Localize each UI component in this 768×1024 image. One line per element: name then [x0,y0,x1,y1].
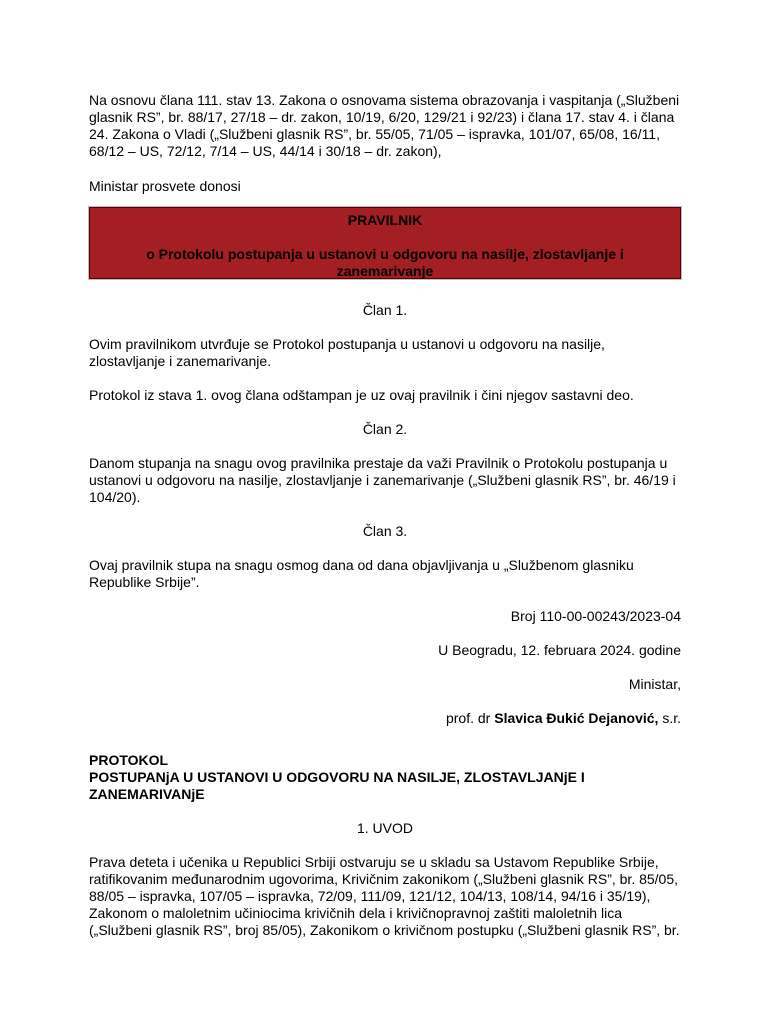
article-3-paragraph-1: Ovaj pravilnik stupa na snagu osmog dana od dana objavljivanja u „Službenom glasniku Republike Srbije”. [89,557,634,590]
pravilnik-subtitle: o Protokolu postupanja u ustanovi u odgovoru na nasilje, zlostavljanje i zanemarivanje [146,246,624,279]
signature-name-line [89,710,681,727]
signature-role: Ministar, [628,676,681,692]
article-3-label: Član 3. [362,523,408,539]
intro-paragraph: Na osnovu člana 111. stav 13. Zakona o osnovama sistema obrazovanja i vaspitanja („Službeni glasnik RS”, br. 88/17, 27/18 – dr. zakon, 10/19, 6/20, 129/21 i 92/23) i člana 17. stav 4. i člana 24. Zakona o Vladi („Službeni glasnik RS”, br. 55/05, 71/05 – ispravka, 101/07, 65/08, 16/11, 68/12 – US, 72/12, 7/14 – US, 44/14 i 30/18 – dr. zakon), [89,92,680,159]
signature-suffix: s.r. [662,710,681,726]
article-2-label: Član 2. [362,421,408,437]
document-number: Broj 110-00-00243/2023-04 [510,608,681,624]
protocol-body-paragraph: Prava deteta i učenika u Republici Srbiji ostvaruju se u skladu sa Ustavom Republike Srbije, ratifikovanim međunarodnim ugovorima, Krivičnim zakonikom („Službeni glasnik RS”, br. 85/05, 88/05 – ispravka, 107/05 – ispravka, 72/09, 111/09, 121/12, 104/13, 108/14, 94/16 i 35/19), Zakonom o maloletnim učiniocima krivičnih dela i krivičnopravnoj zaštiti maloletnih lica („Službeni glasnik RS”, broj 85/05), Zakonikom o krivičnom postupku („Službeni glasnik RS”, br. [89,854,680,938]
article-2-paragraph-1: Danom stupanja na snagu ovog pravilnika prestaje da važi Pravilnik o Protokolu postupanja u ustanovi u odgovoru na nasilje, zlostavljanje i zanemarivanje („Službeni glasnik RS”, br. 46/19 i 104/20). [89,455,676,505]
document-page [89,92,681,939]
section-uvod-heading: 1. UVOD [356,820,413,836]
place-date: U Beogradu, 12. februara 2024. godine [438,642,681,658]
signature-title-prefix: prof. dr [445,710,491,726]
signature-name: Slavica Đukić Dejanović, [494,710,659,726]
article-1-paragraph-1: Ovim pravilnikom utvrđuje se Protokol postupanja u ustanovi u odgovoru na nasilje, zlostavljanje i zanemarivanje. [89,336,605,369]
pravilnik-title-box [89,207,681,279]
article-1-paragraph-2: Protokol iz stava 1. ovog člana odštampan je uz ovaj pravilnik i čini njegov sastavni deo. [89,387,634,403]
minister-line: Ministar prosvete donosi [89,178,241,194]
protocol-subheading: POSTUPANjA U USTANOVI U ODGOVORU NA NASILJE, ZLOSTAVLJANjE I ZANEMARIVANjE [89,769,585,802]
protocol-heading: PROTOKOL [89,752,169,768]
article-1-label: Član 1. [362,302,408,318]
pravilnik-heading: PRAVILNIK [347,212,423,228]
